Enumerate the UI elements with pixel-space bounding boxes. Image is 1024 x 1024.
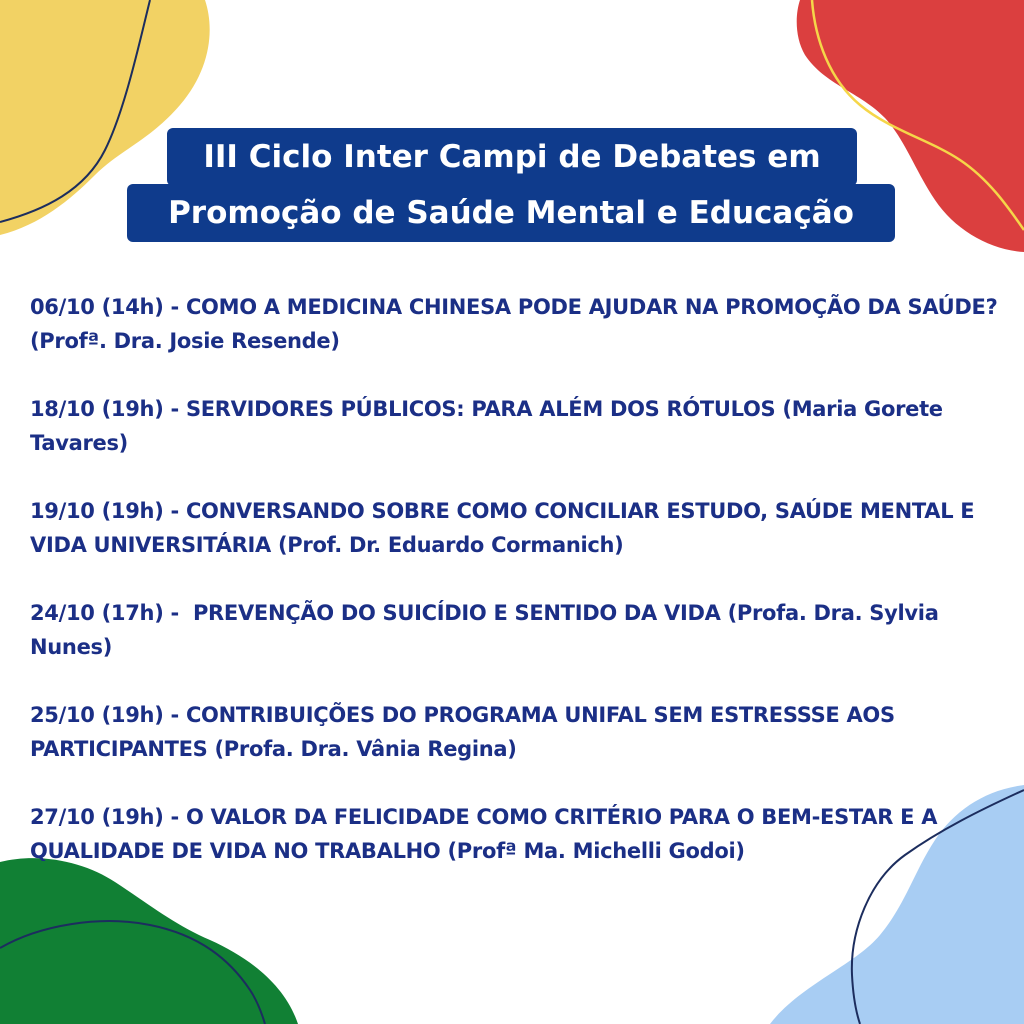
event-date-time: 25/10 (19h) -	[30, 703, 186, 727]
event-topic: COMO A MEDICINA CHINESA PODE AJUDAR NA PROMOÇÃO DA SAÚDE?	[185, 295, 998, 319]
event-topic: CONTRIBUIÇÕES DO PROGRAMA UNIFAL SEM ESTRESSSE AOS PARTICIPANTES	[30, 703, 895, 761]
event-date-time: 18/10 (19h) -	[30, 397, 186, 421]
event-date-time: 27/10 (19h) -	[30, 805, 186, 829]
event-item	[30, 392, 1000, 460]
title-banner	[0, 128, 1024, 244]
event-item	[30, 596, 1000, 664]
event-topic: CONVERSANDO SOBRE COMO CONCILIAR ESTUDO, SAÚDE MENTAL E VIDA UNIVERSITÁRIA	[30, 499, 975, 557]
title-line-1: III Ciclo Inter Campi de Debates em	[167, 128, 857, 186]
event-speaker: (Prof. Dr. Eduardo Cormanich)	[271, 533, 624, 557]
event-date-time: 24/10 (17h) -	[30, 601, 193, 625]
event-speaker: (Maria Gorete Tavares)	[30, 397, 943, 455]
event-item	[30, 494, 1000, 562]
event-speaker: (Profª Ma. Michelli Godoi)	[440, 839, 745, 863]
title-line-2: Promoção de Saúde Mental e Educação	[127, 184, 895, 242]
event-speaker: (Profa. Dra. Vânia Regina)	[207, 737, 517, 761]
event-item	[30, 698, 1000, 766]
event-date-time: 06/10 (14h) -	[30, 295, 186, 319]
event-item	[30, 800, 1000, 868]
event-topic: SERVIDORES PÚBLICOS: PARA ALÉM DOS RÓTULOS	[185, 397, 776, 421]
event-topic: O VALOR DA FELICIDADE COMO CRITÉRIO PARA O BEM-ESTAR E A QUALIDADE DE VIDA NO TRABALHO	[30, 805, 938, 863]
event-list	[30, 290, 1000, 902]
event-topic: PREVENÇÃO DO SUICÍDIO E SENTIDO DA VIDA	[192, 601, 721, 625]
event-item	[30, 290, 1000, 358]
event-speaker: (Profa. Dra. Sylvia Nunes)	[30, 601, 939, 659]
event-date-time: 19/10 (19h) -	[30, 499, 186, 523]
event-speaker: (Profª. Dra. Josie Resende)	[30, 329, 340, 353]
